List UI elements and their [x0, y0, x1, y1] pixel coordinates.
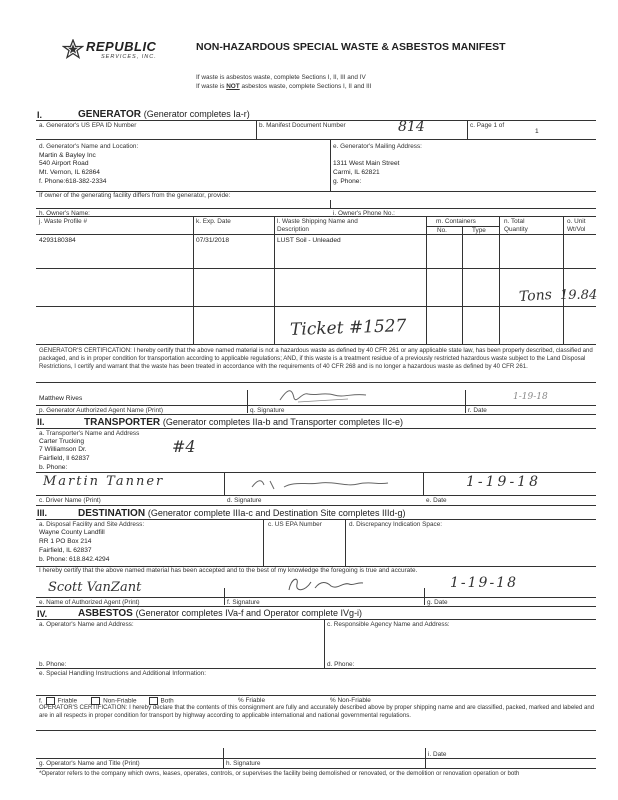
transporter-name: Carter Trucking: [39, 438, 85, 445]
destination-epa-label: c. US EPA Number: [268, 521, 322, 528]
generator-name-label: d. Generator's Name and Location:: [39, 143, 139, 150]
transporter-date-label: e. Date: [426, 497, 447, 504]
section-i-number: I.: [37, 110, 43, 120]
generator-agent-name-label: p. Generator Authorized Agent Name (Print): [39, 407, 163, 414]
owner-differs-note: If owner of the generating facility differs from the generator, provide:: [39, 192, 231, 199]
truck-number-handwritten[interactable]: #4: [172, 437, 196, 456]
destination-signature-label: f. Signature: [227, 599, 260, 606]
waste-profile-value: 4293180384: [39, 237, 76, 244]
operator-phone-label: b. Phone:: [39, 661, 67, 668]
shipping-name-header: l. Waste Shipping Name and: [277, 218, 358, 225]
destination-date-label: g. Date: [427, 599, 448, 606]
waste-description-value: LUST Soil - Unleaded: [277, 237, 341, 244]
destination-agent-label: e. Name of Authorized Agent (Print): [39, 599, 140, 606]
section-iv-number: IV.: [37, 609, 48, 619]
disposal-facility-box: RR 1 PO Box 214: [39, 538, 92, 545]
section-i-title: GENERATOR (Generator completes Ia-r): [78, 109, 250, 120]
driver-signature-label: d. Signature: [227, 497, 262, 504]
operator-name-label: a. Operator's Name and Address:: [39, 621, 134, 628]
generator-certification: GENERATOR'S CERTIFICATION: I hereby certify that the above named material is not a hazardous waste as defined by 40 CFR 261 or any applicable state law, has been properly described, classified and packaged, and is in proper condition for transportation according to applicable regulations; AND, if this waste is a treatment residue of a previously restricted hazardous waste subject to the Land Disposal Restrictions, I certify and warrant that the waste has been treated in accordance with the requirements of 40 CFR 268 and is no longer a hazardous waste as defined by 40 CFR 261.: [39, 347, 593, 370]
mailing-phone-label: g. Phone:: [333, 178, 362, 185]
disposal-facility-label: a. Disposal Facility and Site Address:: [39, 521, 145, 528]
owner-name-label: h. Owner's Name:: [39, 210, 90, 217]
transporter-phone-label: b. Phone:: [39, 464, 68, 471]
destination-certification: I hereby certify that the above named material has been accepted and to the best of my knowledge the foregoing is true and accurate.: [39, 567, 418, 574]
unit-header: o. Unit: [567, 218, 586, 225]
transporter-date-handwritten[interactable]: 1-19-18: [466, 474, 541, 490]
owner-phone-label: i. Owner's Phone No.:: [333, 210, 395, 217]
disposal-facility-name: Wayne County Landfill: [39, 529, 105, 536]
generator-date-label: r. Date: [468, 407, 487, 414]
operator-certification: OPERATOR'S CERTIFICATION: I hereby declare that the contents of this consignment are fully and accurately described above by proper shipping name and are classified, packed, marked and labeled and are in all respects in proper condition for transport by highway according to applicable international and national governmental regulations.: [39, 704, 595, 719]
generator-signature-scribble[interactable]: [278, 386, 368, 406]
section-ii-number: II.: [37, 417, 45, 427]
generator-phone: f. Phone:618-382-2334: [39, 178, 107, 185]
quantity-header: Quantity: [504, 226, 528, 233]
operator-footnote: *Operator refers to the company which owns, leases, operates, controls, or supervises the facility being demolished or renovated, or the demolition or renovation operation or both: [39, 770, 520, 777]
discrepancy-label: d. Discrepancy Indication Space:: [349, 521, 443, 528]
containers-type-header: Type: [472, 227, 486, 234]
driver-name-label: c. Driver Name (Print): [39, 497, 101, 504]
ticket-number-handwritten[interactable]: Ticket #1527: [289, 315, 407, 341]
section-iv-title: ASBESTOS (Generator completes IVa-f and Operator complete IVg-i): [78, 608, 363, 619]
form-title: NON-HAZARDOUS SPECIAL WASTE & ASBESTOS MANIFEST: [196, 41, 506, 53]
destination-date-handwritten[interactable]: 1-19-18: [450, 575, 518, 591]
republic-logo-icon: [62, 39, 84, 59]
generator-agent-name: Matthew Rives: [39, 395, 83, 402]
friable-options: f. Friable Non-Friable Both: [39, 697, 174, 705]
logo-subtitle: SERVICES, INC.: [101, 54, 157, 60]
driver-signature-scribble[interactable]: [250, 475, 390, 493]
section-iii-title: DESTINATION (Generator complete IIIa-c and Destination Site completes IIId-g): [78, 508, 406, 519]
waste-profile-header: j. Waste Profile #: [39, 218, 88, 225]
agency-phone-label: d. Phone:: [327, 661, 355, 668]
disposal-facility-phone: b. Phone: 618.842.4294: [39, 556, 110, 563]
description-header: Description: [277, 226, 309, 233]
generator-date-handwritten[interactable]: 1-19-18: [513, 392, 548, 402]
generator-mailing-label: e. Generator's Mailing Address:: [333, 143, 422, 150]
exp-date-header: k. Exp. Date: [196, 218, 231, 225]
generator-city-line: Mt. Vernon, IL 62864: [39, 169, 100, 176]
driver-name-handwritten[interactable]: Martin Tanner: [43, 474, 165, 489]
manifest-number-label: b. Manifest Document Number: [259, 122, 346, 129]
operator-date-label: i. Date: [428, 751, 447, 758]
operator-title-label: g. Operator's Name and Title (Print): [39, 760, 140, 767]
disposal-facility-city: Fairfield, IL 62837: [39, 547, 92, 554]
transporter-city: Fairfield, Il 62837: [39, 455, 90, 462]
mailing-city-line: Carmi, IL 62821: [333, 169, 380, 176]
operator-signature-label: h. Signature: [226, 760, 261, 767]
percent-non-friable-label: % Non-Friable: [330, 697, 371, 704]
wt-vol-header: Wt/Vol: [567, 226, 586, 233]
total-quantity-header: n. Total: [504, 218, 525, 225]
special-handling-label: e. Special Handling Instructions and Additional Information:: [39, 670, 206, 677]
instruction-asbestos: If waste is asbestos waste, complete Sections I, II, III and IV: [196, 74, 366, 81]
section-iii-number: III.: [37, 508, 48, 518]
logo-wordmark: REPUBLIC: [86, 39, 157, 54]
page-of-value: 1: [535, 128, 539, 135]
mailing-address-line: 1311 West Main Street: [333, 160, 400, 167]
transporter-address: 7 Williamson Dr.: [39, 446, 87, 453]
manifest-number-value[interactable]: 814: [398, 119, 425, 135]
transporter-name-label: a. Transporter's Name and Address: [39, 430, 140, 437]
generator-signature-label: q. Signature: [250, 407, 285, 414]
generator-address-line: 540 Airport Road: [39, 160, 89, 167]
quantity-handwritten[interactable]: 19.84: [560, 288, 598, 303]
page-of-label: c. Page 1 of: [470, 122, 505, 129]
generator-epa-id-label: a. Generator's US EPA ID Number: [39, 122, 137, 129]
exp-date-value: 07/31/2018: [196, 237, 230, 244]
quantity-unit-handwritten[interactable]: Tons: [518, 286, 553, 306]
containers-header: m. Containers: [436, 218, 476, 225]
percent-friable-label: % Friable: [238, 697, 265, 704]
destination-agent-handwritten[interactable]: Scott VanZant: [48, 580, 142, 595]
destination-signature-scribble[interactable]: [285, 574, 365, 596]
instruction-non-asbestos: If waste is NOT asbestos waste, complete Sections I, II and III: [196, 83, 372, 90]
generator-name-line: Martin & Bayley Inc: [39, 152, 96, 159]
containers-no-header: No.: [437, 227, 447, 234]
section-ii-title: TRANSPORTER (Generator completes IIa-b and Transporter completes IIc-e): [84, 417, 404, 428]
responsible-agency-label: c. Responsible Agency Name and Address:: [327, 621, 450, 628]
